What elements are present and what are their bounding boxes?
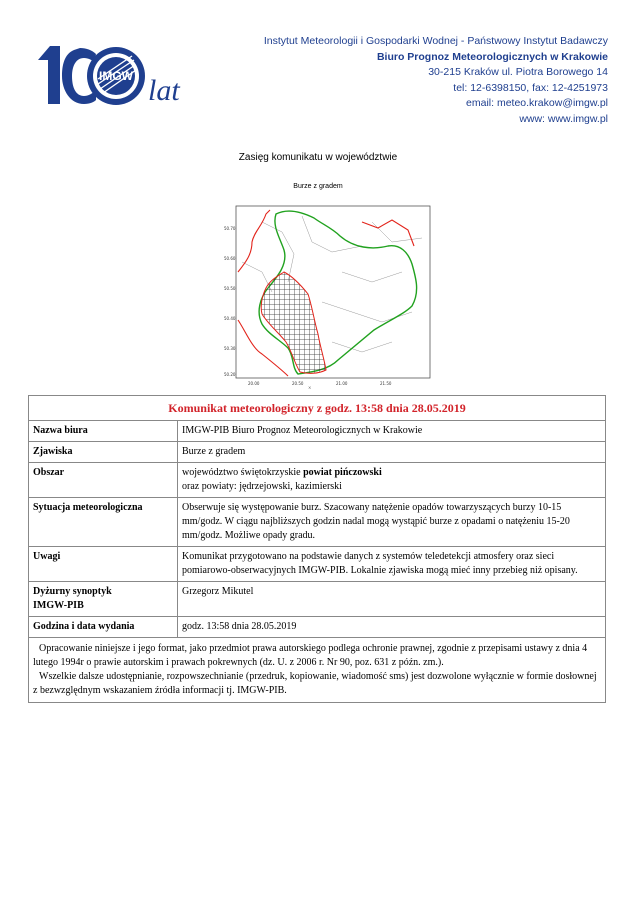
office-label: Nazwa biura xyxy=(29,421,178,442)
situation-label: Sytuacja meteorologiczna xyxy=(29,498,178,547)
y-tick-label: 50.30 xyxy=(224,346,236,351)
time-value: godz. 13:58 dnia 28.05.2019 xyxy=(178,617,606,638)
map-title: Zasięg komunikatu w województwie xyxy=(238,152,398,163)
time-label: Godzina i data wydania xyxy=(29,617,178,638)
y-tick-label: 50.70 xyxy=(224,226,236,231)
area-label: Obszar xyxy=(29,463,178,498)
copyright-footer xyxy=(29,638,606,703)
map-subtitle: Burze z gradem xyxy=(293,183,343,190)
copyright-text: Opracowanie niniejsze i jego format, jako przedmiot prawa autorskiego podlega ochronie prawnej, zgodnie z przepisami ustawy z dnia 4 lutego 1994r o prawie autorskim i prawach pokrewnych (dz. U. z 2006 r. Nr 90, poz. 631 z późn. zm.). xyxy=(33,643,588,668)
report-heading: Komunikat meteorologiczny z godz. 13:58 dnia 28.05.2019 xyxy=(29,396,606,421)
website: www: www.imgw.pl xyxy=(519,112,608,125)
duty-label xyxy=(29,582,178,617)
y-tick-label: 50.60 xyxy=(224,256,236,261)
weather-report-table xyxy=(28,395,606,703)
organization-header xyxy=(264,34,608,127)
redistribution-text: Wszelkie dalsze udostępnianie, rozpowszechnianie (przedruk, kopiowanie, wiadomość sms) jest dozwolone wyłącznie w formie dosłownej z bezwzględnym wskazaniem źródła informacji tj. IMGW-PIB. xyxy=(33,671,597,696)
x-tick-label: 21.50 xyxy=(380,381,392,386)
phenomenon-label: Zjawiska xyxy=(29,442,178,463)
duty-value: Grzegorz Mikutel xyxy=(178,582,606,617)
imgw-100-years-logo xyxy=(36,38,196,108)
office-value: IMGW-PIB Biuro Prognoz Meteorologicznych w Krakowie xyxy=(178,421,606,442)
logo-graphic xyxy=(36,38,196,108)
institute-name: Instytut Meteorologii i Gospodarki Wodnej - Państwowy Instytut Badawczy xyxy=(263,35,608,47)
remarks-label: Uwagi xyxy=(29,547,178,582)
area-main-county: powiat pińczowski xyxy=(303,467,382,478)
duty-label-line1: Dyżurny synoptyk xyxy=(33,586,112,597)
warning-area-map xyxy=(222,202,438,390)
address: 30-215 Kraków ul. Piotra Borowego 14 xyxy=(428,66,608,78)
x-tick-label: 20.00 xyxy=(248,381,260,386)
email: email: meteo.krakow@imgw.pl xyxy=(466,97,608,109)
remarks-value: Komunikat przygotowano na podstawie danych z systemów teledetekcji atmosfery oraz sieci pomiarowo-obserwacyjnych IMGW-PIB. Lokalnie zjawiska mogą mieć inny przebieg niż opisany. xyxy=(178,547,606,582)
x-tick-label: 20.50 xyxy=(292,381,304,386)
phone-fax: tel: 12-6398150, fax: 12-4251973 xyxy=(453,81,608,94)
duty-label-line2: IMGW-PIB xyxy=(33,600,84,611)
area-other-counties: oraz powiaty: jędrzejowski, kazimierski xyxy=(182,481,342,492)
area-value xyxy=(178,463,606,498)
phenomenon-value: Burze z gradem xyxy=(178,442,606,463)
y-tick-label: 50.50 xyxy=(224,286,236,291)
logo-brand-text: IMGW xyxy=(99,69,133,83)
y-tick-label: 50.20 xyxy=(224,372,236,377)
x-tick-label: 21.00 xyxy=(336,381,348,386)
area-voivodeship: województwo świętokrzyskie xyxy=(182,467,304,478)
logo-lat-text: lat xyxy=(148,74,180,107)
situation-value: Obserwuje się występowanie burz. Szacowany natężenie opadów towarzyszących burzy 10-15 mm/godz. W ciągu najbliższych godzin nadal mogą wystąpić burze z opadami o natężeniu 15-20 mm/godz. Możliwe opady gradu. xyxy=(178,498,606,547)
y-tick-label: 50.40 xyxy=(224,316,236,321)
map-graphic xyxy=(222,202,438,390)
office-name: Biuro Prognoz Meteorologicznych w Krakowie xyxy=(376,50,608,63)
svg-text:×: × xyxy=(308,385,312,390)
